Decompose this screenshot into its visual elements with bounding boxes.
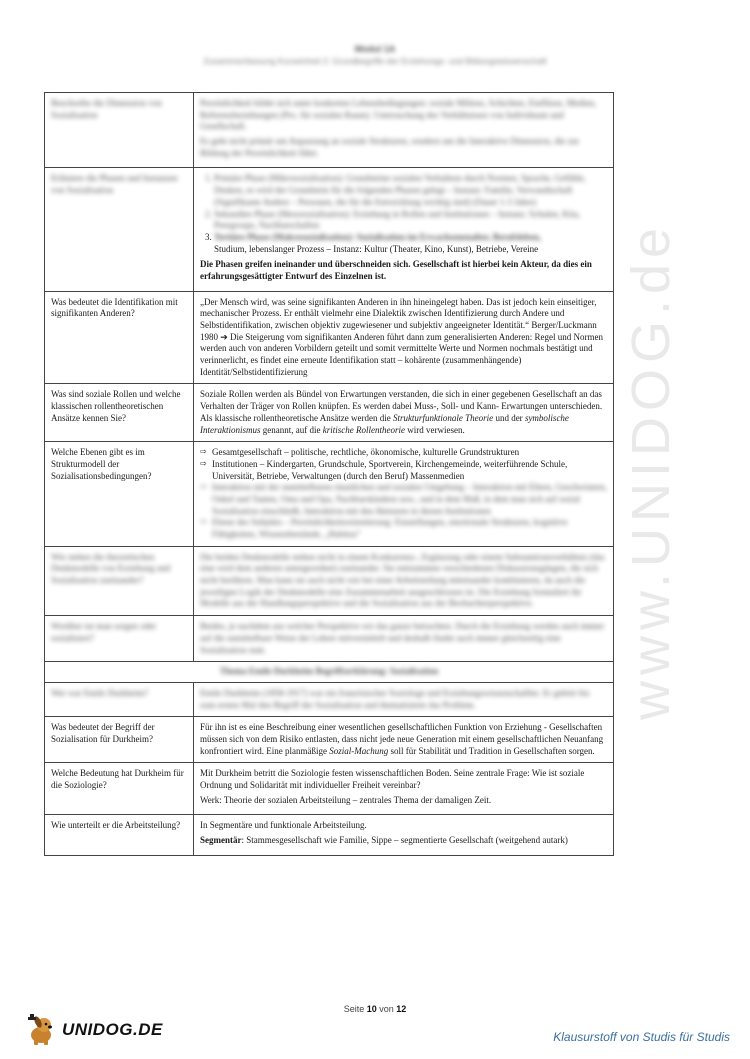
page-total: 12 bbox=[396, 1004, 407, 1014]
page-mid: von bbox=[379, 1004, 394, 1014]
list-item: ⇨ Interaktion mit der unmittelbaren räumlichen und sozialen Umgebung – Interaktion mit Eltern, Geschwistern, Onkel und Tanten, Oma und Opa, Nachbarskindern usw., und in dem Maß, in dem man sich auf sozial Sozialisation einschließt, Interaktion mit den Akteuren in diesen Institutionen bbox=[200, 482, 607, 517]
list-item bbox=[214, 232, 607, 255]
term: kritische Rollentheorie bbox=[322, 424, 405, 435]
table-row bbox=[45, 168, 614, 291]
question-cell: Beschreibe die Dimension von Sozialisation bbox=[45, 93, 194, 168]
answer-cell bbox=[194, 717, 614, 763]
answer-text: In Segmentäre und funktionale Arbeitsteilung. bbox=[200, 820, 367, 831]
question-cell: Was bedeutet der Begriff der Sozialisation für Durkheim? bbox=[45, 717, 194, 763]
table-row bbox=[45, 93, 614, 168]
watermark: www.UNIDOG.de bbox=[621, 221, 681, 720]
list-item: ⇨ Institutionen – Kindergarten, Grundschule, Sportverein, Kirchengemeinde, weiterführende Schule, Universität, Betriebe, Verwaltungen (durch den Beruf) Massenmedien bbox=[200, 459, 607, 482]
answer-cell: Beides, je nachdem aus welcher Perspektive wir das ganze betrachten. Durch die Erziehung werden auch immer auf die unmittelbare Weise der Lehrer mitvermittelt und deshalb findet auch immer gleichzeitig eine Sozialisation statt. bbox=[194, 616, 614, 662]
question-cell: Worüber tut man sorgen oder sozialisiert? bbox=[45, 616, 194, 662]
table-row bbox=[45, 717, 614, 763]
question-cell: Wie unterteilt er die Arbeitsteilung? bbox=[45, 815, 194, 855]
answer-cell bbox=[194, 291, 614, 384]
list-item: ⇨ Ebene des Subjekts – Persönlichkeitsorientierung: Einstellungen, emotionale Strukturen, kognitive Fähigkeiten, Wissensbestände, „Habitus“ bbox=[200, 517, 607, 540]
answer-text: Mit Durkheim betritt die Soziologie festen wissenschaftlichen Boden. Seine zentrale Frage: Wie ist soziale Ordnung und Solidarität mit individueller Freiheit vereinbar? bbox=[200, 768, 585, 790]
term: symbolische Interaktionismus bbox=[200, 412, 569, 435]
module-subtitle: Zusammenfassung Kurseinheit 2: Grundbegriffe der Erziehungs- und Bildungswissenschaft bbox=[203, 56, 547, 66]
answer-cell bbox=[194, 168, 614, 291]
term-label: Segmentär bbox=[200, 835, 242, 846]
answer-text bbox=[200, 835, 607, 847]
answer-text: Werk: Theorie der sozialen Arbeitsteilung – zentrales Thema der damaligen Zeit. bbox=[200, 794, 492, 805]
table-row bbox=[45, 763, 614, 815]
logo-text: UNIDOG.DE bbox=[62, 1020, 163, 1039]
table-row bbox=[45, 682, 614, 716]
answer-cell: Die beiden Denkmodelle stehen nicht in einem Konkurrenz-, Ergänzung oder einem Subsumtionsverhältnis (das eine wird dem anderen untergeordnet) zueinander. Sie entstammen verschiedenen Diskussionsgängen, die sich nicht berühren. Man kann sie auch nicht wie bei einer Arbeitsteilung miteinander kombinieren, da auch die jeweiligen Logik der Denkmodelle eine Zusammenarbeit ausgeschlossen ist. Die Erziehung formuliert ihr Modelle aus der Handlungsperspektive und die Sozialisation aus der Beobachterperspektive. bbox=[194, 546, 614, 615]
phase-three-text: Studium, lebenslanger Prozess – Instanz: Kultur (Theater, Kino, Kunst), Betriebe, Vereine bbox=[214, 243, 539, 254]
unidog-logo[interactable] bbox=[24, 1013, 163, 1047]
section-title: Thema Emile Durkheim Begriffserklärung: Sozialisation bbox=[45, 662, 614, 683]
answer-text: Für ihn ist es eine Beschreibung einer wesentlichen gesellschaftlichen Funktion von Erziehung - Gesellschaften müssen sich von dem Risiko entlasten, dass nicht jede neue Generation mit einem gesellschaftlichen Neuanfang konfrontiert wird. Eine planmäßige bbox=[200, 722, 604, 756]
answer-cell: Emile Durkheim (1858-1917) war ein französischer Soziologe und Erziehungswissenschaftler. Er gehört bis zum ersten Mal den Begriff der Sozialisation und thematisierte das Problem. bbox=[194, 682, 614, 716]
quote-text: „Der Mensch wird, was seine signifikanten Anderen in ihn hineingelegt haben. Das ist jedoch kein einseitiger, mechanischer Prozess. Er enthält vielmehr eine Dialektik zwischen Identifizierung durch Andere und Selbstidentifikation, zwischen objektiv zugewiesener und subjektiv angeeigneter Identität.“ Berger/Luckmann 1980 bbox=[200, 296, 597, 342]
page-number: 10 bbox=[366, 1004, 377, 1014]
question-cell: Was bedeutet die Identifikation mit signifikanten Anderen? bbox=[45, 291, 194, 384]
list-item: 1. Primäre Phase (Mikrosozialisation): Grundsteine sozialen Verhaltens durch Normen, Sprache, Gefühle, Denken, es wird der Grundstein für die folgenden Phasen gelegt – Instanz: Familie, Verwandtschaft (Signifikante Andere – Personen, die für die Entwicklung wichtig sind) (Dauer 1-3 Jahre) bbox=[214, 173, 607, 208]
term: Strukturfunktionale Theorie bbox=[392, 412, 494, 423]
question-cell: Welche Bedeutung hat Durkheim für die Soziologie? bbox=[45, 763, 194, 815]
answer-text: wird verwiesen. bbox=[407, 424, 465, 435]
table-row bbox=[45, 815, 614, 855]
answer-cell bbox=[194, 815, 614, 855]
answer-text: und der bbox=[495, 412, 523, 423]
phase-summary: Die Phasen greifen ineinander und überschneiden sich. Gesellschaft ist hierbei kein Akteur, da dies ein erfahrungsgesättigter Entwurf des Einzelnen ist. bbox=[200, 259, 592, 281]
answer-text: Die Steigerung vom signifikanten Anderen führt dann zum generalisierten Anderen: Regel und Normen werden auch von anderen Vorbildern geteilt und somit vermittelte Werte und Normen nochmals bestätigt und verinnerlicht, es findet eine erneute Identifikation statt – kohärente (zusammenhängende) Identität/Selbstidentifizierung bbox=[200, 331, 603, 377]
page-header bbox=[0, 44, 750, 66]
table-row bbox=[45, 546, 614, 615]
qa-table bbox=[44, 92, 614, 856]
list-item: ⇨ Gesamtgesellschaft – politische, rechtliche, ökonomische, kulturelle Grundstrukturen bbox=[200, 447, 607, 459]
list-item: 2. Sekundäre Phase (Mesosozialisation): Erziehung in Rollen und Institutionen – Instanz: Schulen, Kita, Peergroups, Nachbarschaften bbox=[214, 209, 607, 232]
footer-tagline: Klausurstoff von Studis für Studis bbox=[553, 1030, 730, 1044]
phase-list bbox=[200, 173, 607, 255]
table-row bbox=[45, 291, 614, 384]
arrow-icon: ➔ bbox=[220, 331, 228, 342]
question-cell: Wie stehen die theoretischen Denkmodelle von Erziehung und Sozialisation zueinander? bbox=[45, 546, 194, 615]
answer-text: Persönlichkeit bildet sich unter konkreten Lebensbedingungen: soziale Milieus, Schichten, Einflüsse, Medien, Referenzbeziehungen (Pro. für sozialen Raum). Untersuchung des Verhältnisses von Individuum und Gesellschaft. bbox=[200, 98, 597, 132]
table-row bbox=[45, 442, 614, 547]
answer-text: Es geht nicht primär um Anpassung an soziale Strukturen, sondern um die Interaktive Dimension, die zur Bildung der Persönlichkeit führt. bbox=[200, 136, 580, 158]
module-title: Modul 1A bbox=[354, 44, 396, 54]
table-row bbox=[45, 384, 614, 442]
answer-text: Soziale Rollen werden als Bündel von Erwartungen verstanden, die sich in einer gegebenen Gesellschaft an das Verhalten der Träger von Rollen knüpfen. Es werden dabei Muss-, Soll- und Kann- Erwartungen unterschieden. Als klassische rollentheoretische Ansätze werden die bbox=[200, 389, 603, 423]
question-cell: Was sind soziale Rollen und welche klassischen rollentheoretischen Ansätze kennen Sie? bbox=[45, 384, 194, 442]
question-cell: Erläutere die Phasen und Instanzen von Sozialisation bbox=[45, 168, 194, 291]
answer-cell bbox=[194, 384, 614, 442]
answer-cell bbox=[194, 442, 614, 547]
answer-cell bbox=[194, 763, 614, 815]
answer-text: soll für Stabilität und Tradition in Gesellschaften sorgen. bbox=[390, 745, 595, 756]
table-row bbox=[45, 616, 614, 662]
question-cell: Wer war Emile Durkheim? bbox=[45, 682, 194, 716]
answer-cell bbox=[194, 93, 614, 168]
question-cell: Welche Ebenen gibt es im Strukturmodell der Sozialisationsbedingungen? bbox=[45, 442, 194, 547]
answer-text: genannt, auf die bbox=[262, 424, 321, 435]
page-prefix: Seite bbox=[343, 1004, 365, 1014]
section-row bbox=[45, 662, 614, 683]
term: Sozial-Machung bbox=[329, 745, 389, 756]
level-list bbox=[200, 447, 607, 541]
answer-text: : Stammesgesellschaft wie Familie, Sippe – segmentierte Gesellschaft (weitgehend autark) bbox=[241, 835, 568, 846]
dog-icon bbox=[24, 1013, 58, 1047]
phase-three-heading: Tertiäre Phase (Makrosozialisation): Sozialisation im Erwachsenenalter, Berufsleben, bbox=[214, 231, 541, 242]
